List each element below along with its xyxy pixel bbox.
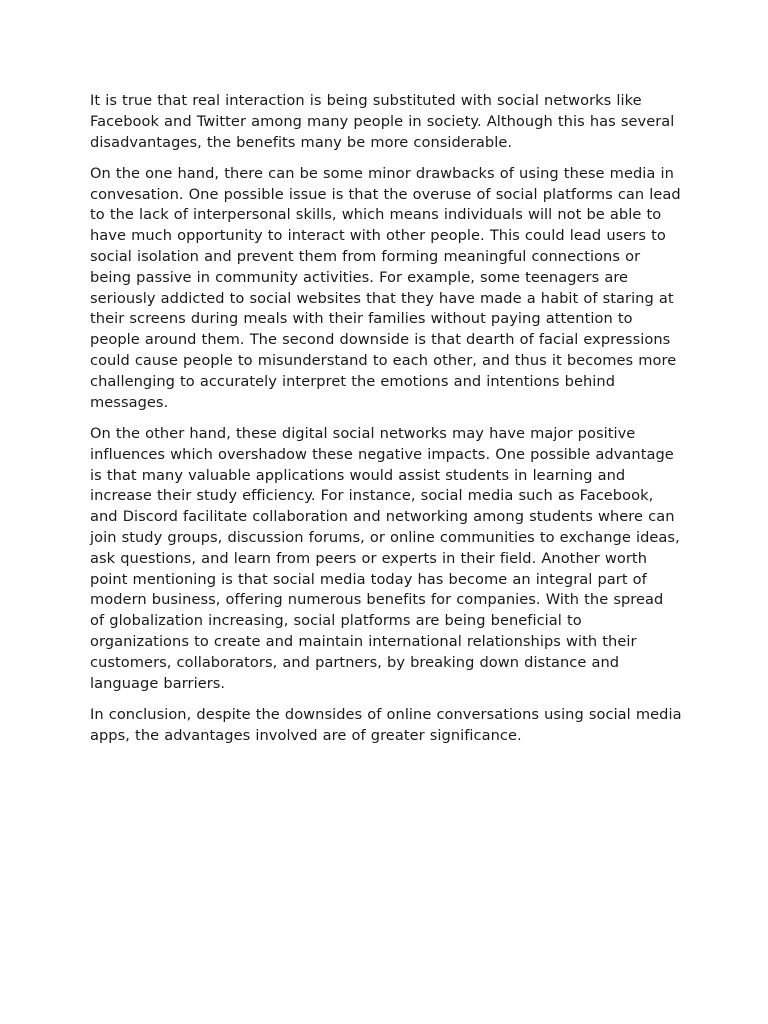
essay-body bbox=[90, 91, 682, 757]
paragraph-drawbacks: On the one hand, there can be some minor drawbacks of using these media in convesation. One possible issue is that the overuse of social platforms can lead to the lack of interpersonal skills, which means individuals will not be able to have much opportunity to interact with other people. This could lead users to social isolation and prevent them from forming meaningful connections or being passive in community activities. For example, some teenagers are seriously addicted to social websites that they have made a habit of staring at their screens during meals with their families without paying attention to people around them. The second downside is that dearth of facial expressions could cause people to misunderstand to each other, and thus it becomes more challenging to accurately interpret the emotions and intentions behind messages. bbox=[90, 164, 681, 411]
paragraph-introduction: It is true that real interaction is being substituted with social networks like Facebook and Twitter among many people in society. Although this has several disadvantages, the benefits many be more considerable. bbox=[90, 92, 675, 151]
paragraph-benefits: On the other hand, these digital social networks may have major positive influences which overshadow these negative impacts. One possible advantage is that many valuable applications would assist students in learning and increase their study efficiency. For instance, social media such as Facebook, and Discord facilitate collaboration and networking among students where can join study groups, discussion forums, or online communities to exchange ideas, ask questions, and learn from peers or experts in their field. Another worth point mentioning is that social media today has become an integral part of modern business, offering numerous benefits for companies. With the spread of globalization increasing, social platforms are being beneficial to organizations to create and maintain international relationships with their customers, collaborators, and partners, by breaking down distance and language barriers. bbox=[90, 424, 680, 692]
paragraph-conclusion: In conclusion, despite the downsides of online conversations using social media apps, the advantages involved are of greater significance. bbox=[90, 705, 682, 744]
